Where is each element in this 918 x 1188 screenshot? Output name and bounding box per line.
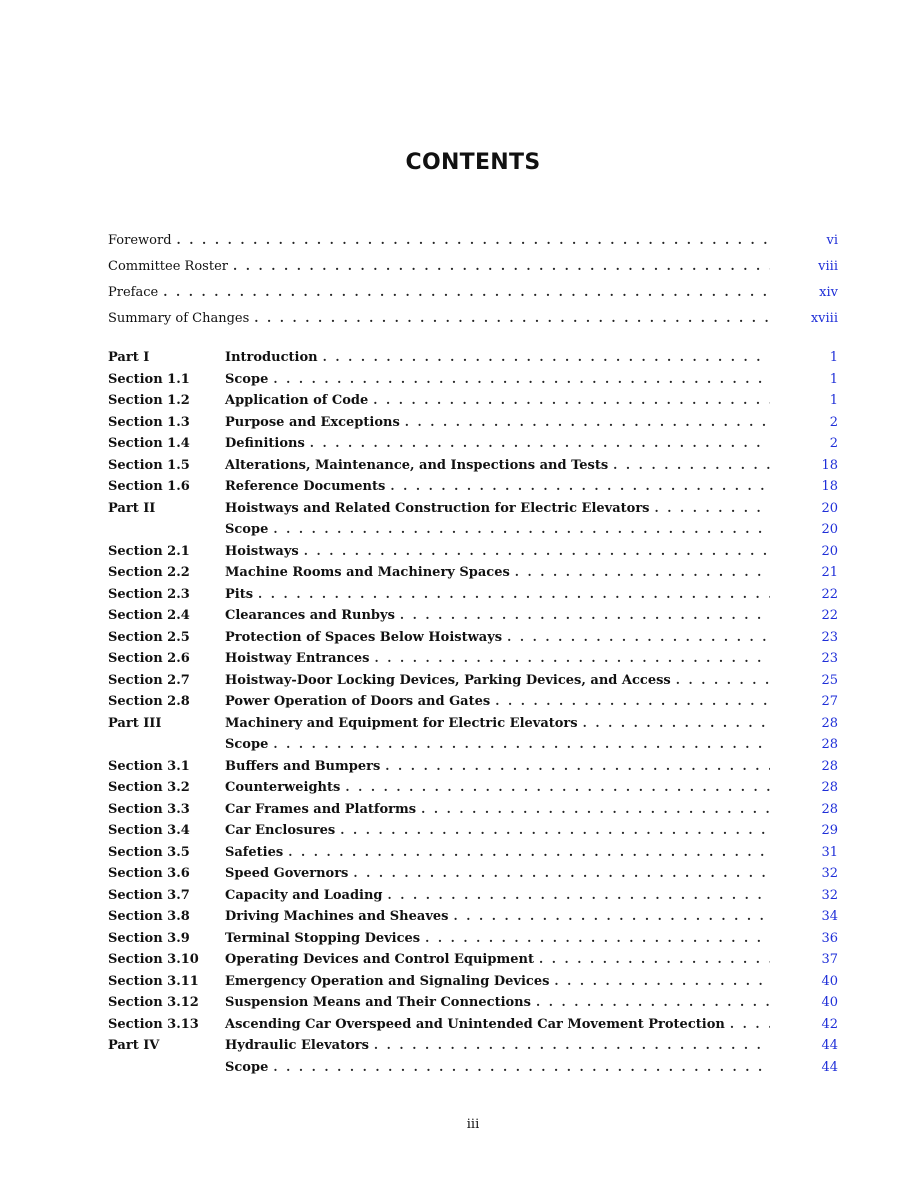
toc-entry-label: Section 2.7 <box>108 672 190 688</box>
toc-entry[interactable] <box>108 415 838 437</box>
toc-entry-label: Section 1.5 <box>108 457 190 473</box>
toc-entry-label: Section 3.12 <box>108 995 199 1010</box>
toc-entry[interactable] <box>108 673 838 695</box>
dot-leader <box>583 716 770 730</box>
toc-entry-page-link[interactable]: xviii <box>810 311 838 326</box>
toc-entry-title[interactable]: Committee Roster <box>108 259 228 274</box>
dot-leader <box>507 630 770 644</box>
toc-entry-label: Section 2.6 <box>108 651 190 666</box>
contents-list <box>108 350 838 1081</box>
toc-entry-label: Part II <box>108 500 156 516</box>
toc-entry-title[interactable]: Emergency Operation and Signaling Devices <box>225 973 550 989</box>
toc-entry[interactable] <box>108 845 838 867</box>
toc-entry[interactable] <box>108 608 838 630</box>
toc-entry-page-link[interactable]: 32 <box>821 887 838 903</box>
toc-entry-label: Section 1.1 <box>108 371 190 387</box>
toc-entry-page-link[interactable]: 28 <box>821 737 838 752</box>
toc-entry-page-link[interactable]: 1 <box>829 350 838 365</box>
toc-entry[interactable] <box>108 995 838 1017</box>
toc-entry[interactable] <box>108 479 838 501</box>
toc-entry-page-link[interactable]: 29 <box>821 823 838 838</box>
dot-leader <box>345 780 770 794</box>
toc-entry[interactable] <box>108 372 838 394</box>
toc-entry-page-link[interactable]: 28 <box>821 715 838 731</box>
toc-entry[interactable] <box>108 522 838 544</box>
toc-entry-label: Section 3.6 <box>108 866 190 881</box>
toc-entry[interactable] <box>108 866 838 888</box>
toc-entry-page-link[interactable]: 18 <box>821 479 838 494</box>
toc-entry-label: Section 2.2 <box>108 565 190 580</box>
toc-entry-title[interactable]: Scope <box>225 737 269 752</box>
toc-entry-label: Section 3.3 <box>108 801 190 817</box>
toc-entry-page-link[interactable]: 28 <box>821 780 838 795</box>
toc-entry[interactable] <box>108 1017 838 1039</box>
toc-entry-page-link[interactable]: 22 <box>821 586 838 602</box>
toc-entry-page-link[interactable]: 44 <box>821 1038 838 1053</box>
toc-entry-page-link[interactable]: 23 <box>821 651 838 666</box>
toc-entry[interactable] <box>108 630 838 652</box>
toc-entry-label: Section 1.2 <box>108 393 190 408</box>
toc-entry[interactable] <box>108 436 838 458</box>
toc-entry-page-link[interactable]: xiv <box>819 285 838 300</box>
toc-entry-title[interactable]: Counterweights <box>225 780 341 795</box>
toc-entry-page-link[interactable]: 21 <box>821 565 838 580</box>
toc-entry[interactable] <box>108 458 838 480</box>
toc-entry[interactable] <box>108 931 838 953</box>
toc-entry-title[interactable]: Driving Machines and Sheaves <box>225 909 449 924</box>
toc-entry-label: Section 1.4 <box>108 436 190 451</box>
toc-entry[interactable] <box>108 393 838 415</box>
toc-entry-label: Part III <box>108 715 162 731</box>
toc-entry-title[interactable]: Introduction <box>225 350 318 365</box>
toc-entry[interactable] <box>108 544 838 566</box>
toc-entry[interactable] <box>108 651 838 673</box>
toc-entry-title[interactable]: Preface <box>108 285 159 300</box>
dot-leader <box>323 350 770 364</box>
toc-entry-page-link[interactable]: 2 <box>829 414 838 430</box>
toc-entry[interactable] <box>108 737 838 759</box>
dot-leader <box>400 608 770 622</box>
dot-leader <box>374 1038 770 1052</box>
toc-entry-title[interactable]: Hoistways <box>225 543 299 559</box>
toc-entry-title[interactable]: Machine Rooms and Machinery Spaces <box>225 565 510 580</box>
dot-leader <box>539 952 770 966</box>
toc-entry-title[interactable]: Hydraulic Elevators <box>225 1038 369 1053</box>
toc-entry-page-link[interactable]: 34 <box>821 909 838 924</box>
dot-leader <box>273 522 770 536</box>
dot-leader <box>536 995 770 1009</box>
dot-leader <box>353 866 770 880</box>
toc-entry-label: Section 3.10 <box>108 952 199 967</box>
toc-entry-page-link[interactable]: 36 <box>821 930 838 946</box>
toc-entry-title[interactable]: Clearances and Runbys <box>225 608 395 623</box>
dot-leader <box>390 479 770 493</box>
toc-entry[interactable] <box>108 952 838 974</box>
toc-entry-title[interactable]: Hoistways and Related Construction for Electric Elevators <box>225 500 650 516</box>
toc-entry-page-link[interactable]: 27 <box>821 694 838 709</box>
toc-entry[interactable] <box>108 759 838 781</box>
toc-entry-page-link[interactable]: 20 <box>821 522 838 537</box>
toc-entry-page-link[interactable]: 28 <box>821 758 838 774</box>
toc-entry-page-link[interactable]: 23 <box>821 629 838 645</box>
dot-leader <box>388 888 770 902</box>
toc-entry-label: Section 1.6 <box>108 479 190 494</box>
dot-leader <box>453 909 770 923</box>
toc-entry-title[interactable]: Scope <box>225 1059 269 1075</box>
toc-entry-title[interactable]: Protection of Spaces Below Hoistways <box>225 629 503 645</box>
toc-entry-label: Section 3.7 <box>108 887 190 903</box>
toc-entry-label: Section 1.3 <box>108 414 190 430</box>
toc-entry-title[interactable]: Summary of Changes <box>108 311 250 326</box>
toc-entry-title[interactable]: Foreword <box>108 233 172 248</box>
front-matter-list <box>108 233 838 337</box>
toc-entry-title[interactable]: Safeties <box>225 844 284 860</box>
dot-leader <box>163 285 770 299</box>
dot-leader <box>177 233 770 247</box>
toc-entry[interactable] <box>108 501 838 523</box>
toc-entry[interactable] <box>108 1060 838 1082</box>
toc-entry-page-link[interactable]: 25 <box>821 672 838 688</box>
toc-entry-label: Section 2.5 <box>108 629 190 645</box>
toc-entry[interactable] <box>108 823 838 845</box>
toc-entry[interactable] <box>108 694 838 716</box>
toc-entry-label: Part I <box>108 350 150 365</box>
dot-leader <box>655 501 771 515</box>
dot-leader <box>233 259 770 273</box>
toc-entry-page-link[interactable]: 20 <box>821 500 838 516</box>
dot-leader <box>288 845 770 859</box>
toc-entry-title[interactable]: Scope <box>225 371 269 387</box>
toc-entry-page-link[interactable]: 37 <box>821 952 838 967</box>
toc-entry[interactable] <box>108 888 838 910</box>
toc-entry[interactable] <box>108 716 838 738</box>
toc-entry[interactable] <box>108 974 838 996</box>
toc-entry[interactable] <box>108 233 838 259</box>
toc-entry-page-link[interactable]: 40 <box>821 995 838 1010</box>
dot-leader <box>254 311 770 325</box>
dot-leader <box>258 587 770 601</box>
toc-entry-label: Section 2.4 <box>108 608 190 623</box>
dot-leader <box>304 544 770 558</box>
toc-entry-page-link[interactable]: 20 <box>821 543 838 559</box>
page-number-footer: iii <box>466 1117 480 1132</box>
dot-leader <box>273 1060 770 1074</box>
toc-entry-title[interactable]: Definitions <box>225 436 305 451</box>
toc-entry-label: Section 2.8 <box>108 694 190 709</box>
dot-leader <box>340 823 770 837</box>
toc-entry-label: Section 3.11 <box>108 973 199 989</box>
toc-entry-page-link[interactable]: 42 <box>821 1016 838 1032</box>
toc-entry[interactable] <box>108 802 838 824</box>
dot-leader <box>730 1017 770 1031</box>
toc-entry-title[interactable]: Scope <box>225 522 269 537</box>
toc-entry-page-link[interactable]: 18 <box>821 457 838 473</box>
toc-entry-label: Section 2.3 <box>108 586 190 602</box>
toc-entry-title[interactable]: Suspension Means and Their Connections <box>225 995 531 1010</box>
toc-entry-label: Part IV <box>108 1038 160 1053</box>
toc-entry-page-link[interactable]: 44 <box>821 1059 838 1075</box>
dot-leader <box>385 759 770 773</box>
dot-leader <box>375 651 770 665</box>
toc-entry[interactable] <box>108 350 838 372</box>
toc-entry-title[interactable]: Operating Devices and Control Equipment <box>225 952 534 967</box>
toc-entry-label: Section 3.9 <box>108 930 190 946</box>
toc-entry-label: Section 3.1 <box>108 758 190 774</box>
toc-entry-title[interactable]: Terminal Stopping Devices <box>225 930 421 946</box>
toc-entry-title[interactable]: Speed Governors <box>225 866 349 881</box>
toc-entry-title[interactable]: Application of Code <box>225 393 369 408</box>
toc-entry-page-link[interactable]: viii <box>818 259 838 274</box>
toc-entry-title[interactable]: Machinery and Equipment for Electric Elevators <box>225 715 578 731</box>
dot-leader <box>515 565 770 579</box>
dot-leader <box>405 415 770 429</box>
toc-entry[interactable] <box>108 587 838 609</box>
toc-entry-page-link[interactable]: 2 <box>829 436 838 451</box>
dot-leader <box>554 974 770 988</box>
toc-entry-title[interactable]: Buffers and Bumpers <box>225 758 381 774</box>
toc-entry-title[interactable]: Hoistway Entrances <box>225 651 370 666</box>
toc-entry[interactable] <box>108 909 838 931</box>
toc-entry-label: Section 3.2 <box>108 780 190 795</box>
toc-entry-label: Section 3.4 <box>108 823 190 838</box>
toc-entry-title[interactable]: Car Enclosures <box>225 823 336 838</box>
toc-entry-title[interactable]: Capacity and Loading <box>225 887 383 903</box>
toc-entry-title[interactable]: Ascending Car Overspeed and Unintended Car Movement Protection <box>225 1016 725 1032</box>
toc-entry[interactable] <box>108 1038 838 1060</box>
toc-entry-label: Section 2.1 <box>108 543 190 559</box>
toc-entry-title[interactable]: Hoistway-Door Locking Devices, Parking Devices, and Access <box>225 672 671 688</box>
toc-entry-label: Section 3.8 <box>108 909 190 924</box>
toc-entry-title[interactable]: Alterations, Maintenance, and Inspections and Tests <box>225 457 609 473</box>
toc-entry-title[interactable]: Power Operation of Doors and Gates <box>225 694 491 709</box>
toc-entry[interactable] <box>108 565 838 587</box>
toc-entry[interactable] <box>108 259 838 285</box>
dot-leader <box>613 458 770 472</box>
toc-entry[interactable] <box>108 285 838 311</box>
dot-leader <box>495 694 770 708</box>
toc-entry-label: Section 3.13 <box>108 1016 199 1032</box>
toc-entry-page-link[interactable]: 31 <box>821 844 838 860</box>
toc-entry-page-link[interactable]: 28 <box>821 801 838 817</box>
toc-entry-page-link[interactable]: vi <box>826 233 838 248</box>
toc-entry-title[interactable]: Reference Documents <box>225 479 386 494</box>
toc-entry-page-link[interactable]: 32 <box>821 866 838 881</box>
toc-entry-title[interactable]: Car Frames and Platforms <box>225 801 417 817</box>
toc-entry-page-link[interactable]: 22 <box>821 608 838 623</box>
dot-leader <box>273 737 770 751</box>
dot-leader <box>273 372 770 386</box>
page-title: CONTENTS <box>405 150 541 175</box>
toc-entry-page-link[interactable]: 1 <box>829 371 838 387</box>
toc-entry-page-link[interactable]: 1 <box>829 393 838 408</box>
toc-entry-page-link[interactable]: 40 <box>821 973 838 989</box>
dot-leader <box>425 931 770 945</box>
toc-entry-title[interactable]: Purpose and Exceptions <box>225 414 400 430</box>
toc-entry[interactable] <box>108 780 838 802</box>
toc-entry[interactable] <box>108 311 838 337</box>
dot-leader <box>676 673 770 687</box>
toc-entry-label: Section 3.5 <box>108 844 190 860</box>
dot-leader <box>373 393 770 407</box>
dot-leader <box>310 436 770 450</box>
dot-leader <box>421 802 770 816</box>
toc-entry-title[interactable]: Pits <box>225 586 254 602</box>
